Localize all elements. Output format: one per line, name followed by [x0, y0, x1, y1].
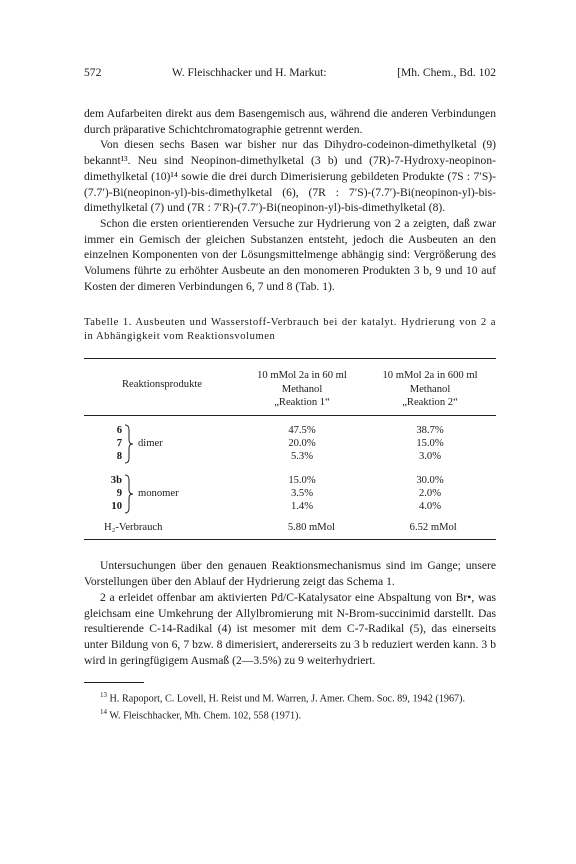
table-cell: 15.0%: [288, 474, 316, 486]
results-table: [84, 358, 496, 540]
compound-id: 6: [116, 425, 122, 437]
table-cell: 5.3%: [290, 451, 314, 463]
compound-id: 9: [116, 487, 122, 499]
table-cell: 5.80 mMol: [287, 522, 335, 534]
running-journal: [Mh. Chem., Bd. 102: [397, 66, 496, 79]
brace-icon: [122, 474, 136, 514]
table-row-h2: [84, 521, 496, 539]
compound-id: 3b: [110, 474, 122, 486]
table-cell: 3.0%: [418, 451, 442, 463]
page: [84, 66, 496, 723]
table-header: [84, 359, 496, 416]
col-header-products: Reaktionsprodukte: [121, 378, 203, 390]
table-cell: 6.52 mMol: [409, 522, 457, 534]
footnote-text: H. Rapoport, C. Lovell, H. Reist und M. Warren, J. Amer. Chem. Soc. 89, 1942 (1967).: [109, 693, 466, 705]
compound-id: 7: [116, 438, 122, 450]
paragraph-3: Schon die ersten orientierenden Versuche zur Hydrierung von 2 a zeigten, daß zwar immer ein Gemisch der gleichen Substanzen entsteht, jedoch die Ausbeuten an den einzelnen Komponenten von der Lösungsmittelmenge abhängig sind: Vergrößerung des Volumens führte zu erhöhter Ausbeute an den monomeren Produkten 3 b, 9 und 10 auf Kosten der dimeren Verbindungen 6, 7 und 8 (Tab. 1).: [84, 216, 496, 293]
footnote-number: 13: [100, 691, 107, 700]
col-header-r2-line1: 10 mMol 2a in 600 ml: [382, 370, 478, 382]
table-cell: 2.0%: [418, 487, 442, 499]
footnote-number: 14: [100, 708, 107, 717]
brace-icon: [122, 424, 136, 464]
group-label-dimer: dimer: [138, 438, 163, 450]
running-header: [84, 66, 496, 82]
paragraph-4: Untersuchungen über den genauen Reaktionsmechanismus sind im Gange; unsere Vorstellungen über den Ablauf der Hydrierung zeigt das Schema 1.: [84, 559, 496, 589]
compound-id: 10: [111, 501, 122, 513]
col-header-r1-line2: Methanol: [281, 383, 323, 395]
page-number: 572: [84, 66, 102, 79]
col-header-r2-line3: „Reaktion 2“: [402, 396, 458, 408]
table-cell: 3.5%: [290, 487, 314, 499]
table-caption: Tabelle 1. Ausbeuten und Wasserstoff-Verbrauch bei der katalyt. Hydrierung von 2 a in Abhängigkeit vom Reaktionsvolumen: [84, 317, 496, 343]
col-header-r1-line3: „Reaktion 1“: [274, 396, 330, 408]
table-cell: 4.0%: [418, 501, 442, 513]
paragraph-2: Von diesen sechs Basen war bisher nur das Dihydro-codeinon-dimethylketal (9) bekannt¹³. Neu sind Neopinon-dimethylketal (3 b) und (7R)-7-Hydroxy-neopinon-dimethylketal (10)¹⁴ sowie die drei durch Dimerisierung gebildeten Produkte (7S : 7′S)-(7.7′)-Bi(neopinon-yl)-bis-dimethylketal (6), (7R : 7′S)-(7.7′)-Bi(neopinon-yl)-bis-dimethylketal (7) und (7R : 7′R)-(7.7′)-Bi(neopinon-yl)-bis-dimethylketal (8).: [84, 138, 496, 215]
paragraph-1: dem Aufarbeiten direkt aus dem Basengemisch aus, während die anderen Verbindungen durch präparative Schichtchromatographie getrennt werden.: [84, 107, 496, 136]
col-header-r1-line1: 10 mMol 2a in 60 ml: [257, 370, 347, 382]
table-cell: 30.0%: [416, 474, 444, 486]
footnote-13: [84, 689, 496, 706]
paragraph-5: 2 a erleidet offenbar am aktivierten Pd/C-Katalysator eine Abspaltung von Br•, was gleichsam eine Umkehrung der Allylbromierung mit N-Brom-succinimid darstellt. Das resultierende C-14-Radikal (4) ist mesomer mit dem C-7-Radikal (5), das einerseits unter Bildung von 6, 7 bzw. 8 dimerisiert, andererseits zu 3 b reduziert werden kann. 3 b wird in geringfügigem Ausmaß (2—3.5%) zu 9 weiterhydriert.: [84, 590, 496, 667]
table-group-monomer: [84, 474, 496, 514]
table-cell: 38.7%: [416, 425, 444, 437]
compound-id: 8: [116, 451, 122, 463]
running-authors: W. Fleischhacker und H. Markut:: [171, 66, 327, 79]
table-group-dimer: [84, 424, 496, 464]
col-header-r2-line2: Methanol: [409, 383, 451, 395]
table-cell: 47.5%: [288, 425, 316, 437]
footnote-14: [84, 706, 496, 723]
table-cell: 15.0%: [416, 438, 444, 450]
table-cell: 1.4%: [290, 501, 314, 513]
footnote-text: W. Fleischhacker, Mh. Chem. 102, 558 (1971).: [109, 710, 301, 722]
h2-label: H₂-Verbrauch: [104, 522, 163, 534]
group-label-monomer: monomer: [138, 487, 179, 499]
footnote-divider: [84, 682, 144, 683]
table-cell: 20.0%: [288, 438, 316, 450]
